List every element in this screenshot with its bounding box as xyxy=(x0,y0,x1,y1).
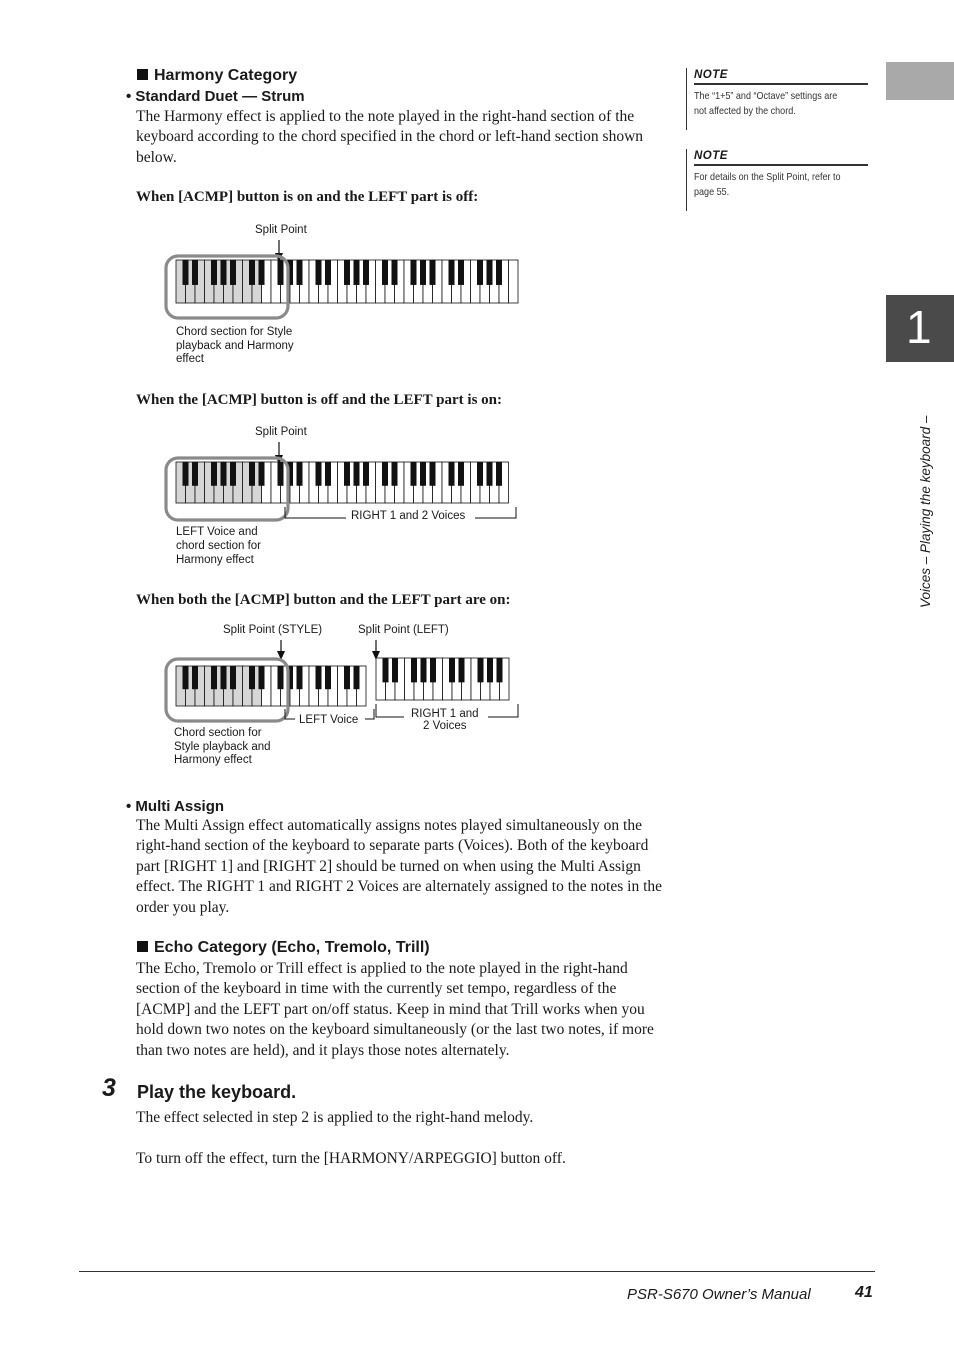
keyboard-diagram-1 xyxy=(150,215,540,375)
black-key xyxy=(430,658,436,682)
note-box-1 xyxy=(686,68,868,130)
multi-assign-body: The Multi Assign effect automatically assigns notes played simultaneously on the right-hand section of the keyboard to separate parts (Voices). Both of the keyboard part [RIGHT 1] and [RIGHT 2] should be turned on when using the Multi Assign effect. The RIGHT 1 and RIGHT 2 Voices are alternately assigned to the notes in the order you play. xyxy=(136,817,663,916)
note-text-line: For details on the Split Point, refer to xyxy=(694,171,841,183)
black-key xyxy=(411,260,417,285)
footer-manual-title: PSR-S670 Owner’s Manual xyxy=(627,1286,811,1303)
note-text-line: The “1+5” and “Octave” settings are xyxy=(694,90,838,102)
black-key xyxy=(392,462,398,486)
black-key xyxy=(221,462,227,486)
black-key xyxy=(430,462,436,486)
black-key xyxy=(421,658,427,682)
black-key xyxy=(316,666,322,689)
black-key xyxy=(344,260,350,285)
square-bullet-icon xyxy=(137,941,148,952)
diagram2-title: When the [ACMP] button is off and the LEFT part is on: xyxy=(136,392,502,408)
left-caption-line: Harmony effect xyxy=(176,554,254,566)
black-key xyxy=(496,260,502,285)
white-key xyxy=(509,260,519,303)
chapter-title: Voices – Playing the keyboard – xyxy=(918,415,933,608)
black-key xyxy=(354,260,360,285)
black-key xyxy=(249,260,255,285)
black-key xyxy=(297,462,303,486)
keyboard xyxy=(176,462,509,503)
black-key xyxy=(344,462,350,486)
keyboard xyxy=(176,260,518,303)
black-key xyxy=(316,260,322,285)
keyboard-diagram-3 xyxy=(150,615,540,775)
black-key xyxy=(211,462,217,486)
split-point-label: Split Point xyxy=(255,224,307,236)
split-point-label: Split Point xyxy=(255,426,307,438)
black-key xyxy=(497,658,503,682)
note-rule xyxy=(694,164,868,166)
black-key xyxy=(278,462,284,486)
step-number: 3 xyxy=(102,1074,116,1102)
black-key xyxy=(221,666,227,689)
black-key xyxy=(363,462,369,486)
black-key xyxy=(363,260,369,285)
black-key xyxy=(478,658,484,682)
diagram1-title: When [ACMP] button is on and the LEFT part is off: xyxy=(136,189,479,205)
black-key xyxy=(459,658,465,682)
black-key xyxy=(477,260,483,285)
black-key xyxy=(230,260,236,285)
left-caption-line: chord section for xyxy=(176,540,262,552)
page-number: 41 xyxy=(855,1284,873,1301)
black-key xyxy=(382,260,388,285)
keyboard-diagram-2 xyxy=(150,417,540,577)
black-key xyxy=(192,260,198,285)
right-voices-label: RIGHT 1 and xyxy=(411,708,479,720)
echo-body: The Echo, Tremolo or Trill effect is applied to the note played in the right-hand section of the keyboard in time with the currently set tempo, regardless of the [ACMP] and the LEFT part on/off status. Keep in mind that Trill works when you hold down two notes on the keyboard simultaneously (or the last two notes, if more than two notes are held), and it plays those notes alternately. xyxy=(136,960,654,1059)
step-body-line1: The effect selected in step 2 is applied to the right-hand melody. xyxy=(136,1109,534,1126)
black-key xyxy=(192,666,198,689)
black-key xyxy=(449,462,455,486)
black-key xyxy=(420,260,426,285)
right-voices-label: 2 Voices xyxy=(423,720,467,732)
multi-assign-heading: • Multi Assign xyxy=(126,798,225,815)
diagram3-title: When both the [ACMP] button and the LEFT part are on: xyxy=(136,592,511,608)
black-key xyxy=(458,462,464,486)
chapter-title-vertical xyxy=(918,368,933,608)
note-label: NOTE xyxy=(694,150,728,162)
chord-caption-line: effect xyxy=(176,353,204,365)
note-text-line: not affected by the chord. xyxy=(694,104,796,117)
left-voice-bracket-right xyxy=(365,709,374,719)
note-label: NOTE xyxy=(694,69,728,81)
note-rule xyxy=(694,83,868,85)
left-voice-label: LEFT Voice xyxy=(299,714,359,726)
harmony-heading-text: Harmony Category xyxy=(154,67,298,84)
black-key xyxy=(354,462,360,486)
black-key xyxy=(230,666,236,689)
step-body-line2: To turn off the effect, turn the [HARMONY/ARPEGGIO] button off. xyxy=(136,1150,566,1167)
black-key xyxy=(211,260,217,285)
right-range-bracket-right xyxy=(488,704,518,717)
chord-caption-line: Chord section for Style xyxy=(176,326,293,338)
right-range-bracket-left xyxy=(376,704,404,717)
black-key xyxy=(183,260,189,285)
black-key xyxy=(449,658,455,682)
black-key xyxy=(230,462,236,486)
black-key xyxy=(382,462,388,486)
black-key xyxy=(420,462,426,486)
harmony-heading xyxy=(137,67,297,85)
footer-rule xyxy=(79,1271,875,1272)
left-caption-line: LEFT Voice and xyxy=(176,526,258,538)
black-key xyxy=(458,260,464,285)
black-key xyxy=(259,462,265,486)
black-key xyxy=(487,260,493,285)
black-key xyxy=(325,260,331,285)
tab-marker-gray xyxy=(886,62,954,100)
black-key xyxy=(477,462,483,486)
black-key xyxy=(392,260,398,285)
right-range-bracket-left xyxy=(285,507,346,518)
black-key xyxy=(487,462,493,486)
black-key xyxy=(430,260,436,285)
chord-caption-line: Chord section for xyxy=(174,727,262,739)
harmony-body: The Harmony effect is applied to the note played in the right-hand section of the keyboard according to the chord specified in the chord or left-hand section shown below. xyxy=(136,108,644,166)
black-key xyxy=(354,666,360,689)
black-key xyxy=(183,666,189,689)
black-key xyxy=(411,462,417,486)
black-key xyxy=(259,260,265,285)
chord-caption-line: playback and Harmony xyxy=(176,340,294,352)
split-point-style-label: Split Point (STYLE) xyxy=(223,624,323,636)
black-key xyxy=(449,260,455,285)
black-key xyxy=(278,666,284,689)
black-key xyxy=(297,666,303,689)
right-voices-label: RIGHT 1 and 2 Voices xyxy=(351,510,466,522)
black-key xyxy=(392,658,398,682)
right-range-bracket-right xyxy=(475,507,516,518)
echo-heading xyxy=(137,939,430,957)
black-key xyxy=(297,260,303,285)
chord-caption-line: Harmony effect xyxy=(174,754,252,766)
chord-caption-line: Style playback and xyxy=(174,741,271,753)
black-key xyxy=(211,666,217,689)
black-key xyxy=(259,666,265,689)
black-key xyxy=(325,666,331,689)
black-key xyxy=(411,658,417,682)
note-text-line: page 55. xyxy=(694,185,730,198)
keyboard xyxy=(376,658,509,700)
black-key xyxy=(192,462,198,486)
chapter-tab xyxy=(886,295,954,362)
split-point-left-label: Split Point (LEFT) xyxy=(358,624,449,636)
black-key xyxy=(344,666,350,689)
black-key xyxy=(383,658,389,682)
black-key xyxy=(249,666,255,689)
black-key xyxy=(487,658,493,682)
step-heading: Play the keyboard. xyxy=(137,1082,297,1102)
echo-heading-text: Echo Category (Echo, Tremolo, Trill) xyxy=(154,939,430,956)
black-key xyxy=(496,462,502,486)
keyboard xyxy=(176,666,366,706)
black-key xyxy=(183,462,189,486)
black-key xyxy=(316,462,322,486)
standard-duet-heading: • Standard Duet — Strum xyxy=(126,88,305,105)
note-box-2 xyxy=(686,149,868,211)
square-bullet-icon xyxy=(137,69,148,80)
black-key xyxy=(221,260,227,285)
chapter-number: 1 xyxy=(906,301,932,353)
black-key xyxy=(278,260,284,285)
black-key xyxy=(325,462,331,486)
black-key xyxy=(249,462,255,486)
